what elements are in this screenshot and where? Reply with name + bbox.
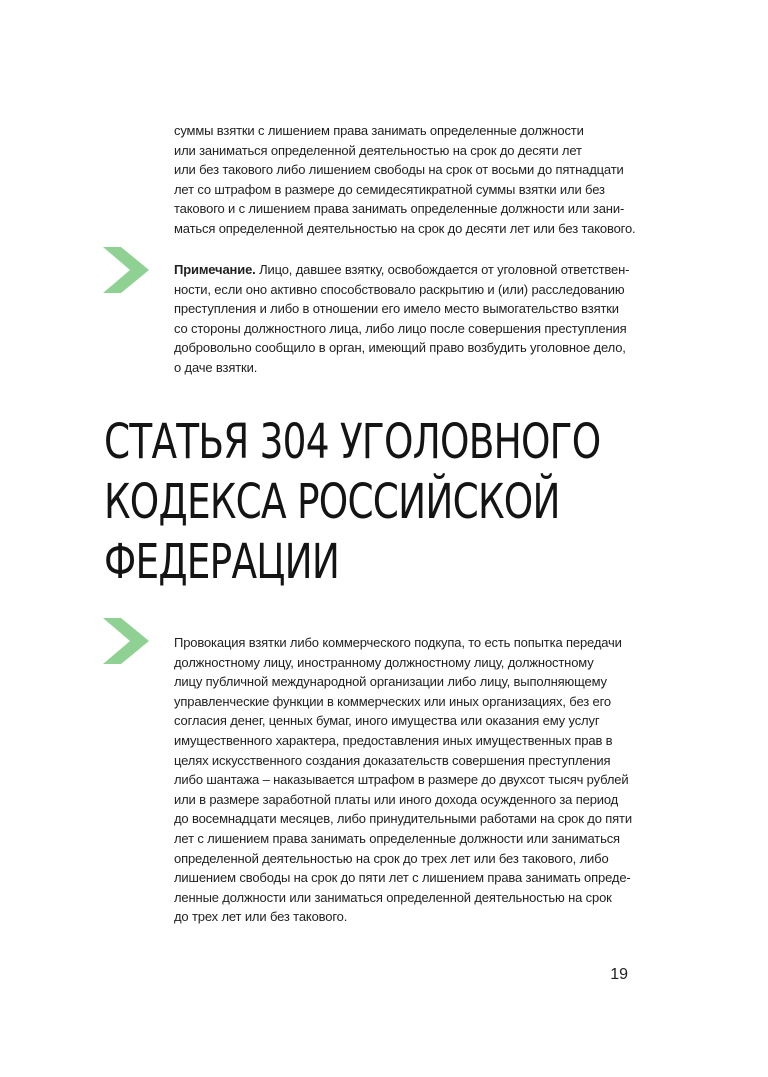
chevron-right-icon — [103, 247, 149, 293]
paragraph-continuation: суммы взятки с лишением права занимать определенные должности или заниматься определенной деятельностью на срок до десяти лет или без такового либо лишением свободы на срок от восьми до пятнадцати лет со штрафом в размере до семидесятикратной суммы взятки или без такового и с лишением права занимать определенные должности или зани- маться определенной деятельностью на срок до десяти лет или без такового. — [174, 123, 636, 236]
note-paragraph — [174, 260, 644, 378]
note-text: Лицо, давшее взятку, освобождается от уголовной ответствен- ности, если оно активно способствовало раскрытию и (или) расследованию преступления и либо в отношении его имело место вымогательство взятки со стороны должностного лица, либо лицо после совершения преступления добровольно сообщило в орган, имеющий право возбудить уголовное дело, о даче взятки. — [174, 262, 630, 375]
heading-line-2: КОДЕКСА РОССИЙСКОЙ — [104, 474, 560, 530]
heading-line-1: СТАТЬЯ 304 УГОЛОВНОГО — [104, 414, 601, 470]
page-number: 19 — [610, 966, 628, 983]
chevron-right-icon — [103, 618, 149, 664]
article-heading — [104, 412, 601, 592]
article-body-paragraph: Провокация взятки либо коммерческого подкупа, то есть попытка передачи должностному лицу, иностранному должностному лицу, должностному лицу публичной международной организации либо лицу, выполняющему управленческие функции в коммерческих или иных организациях, без его согласия денег, ценных бумаг, иного имущества или оказания ему услуг имущественного характера, предоставления иных имущественных прав в целях искусственного создания доказательств совершения преступления либо шантажа – наказывается штрафом в размере до двухсот тысяч рублей или в размере заработной платы или иного дохода осужденного за период до восемнадцати месяцев, либо принудительными работами на срок до пяти лет с лишением права занимать определенные должности или заниматься определенной деятельностью на срок до трех лет или без такового, либо лишением свободы на срок до пяти лет с лишением права занимать опреде- ленные должности или заниматься определенной деятельностью на срок до трех лет или без такового. — [174, 635, 632, 925]
note-label: Примечание. — [174, 262, 256, 277]
heading-line-3: ФЕДЕРАЦИИ — [104, 534, 340, 590]
